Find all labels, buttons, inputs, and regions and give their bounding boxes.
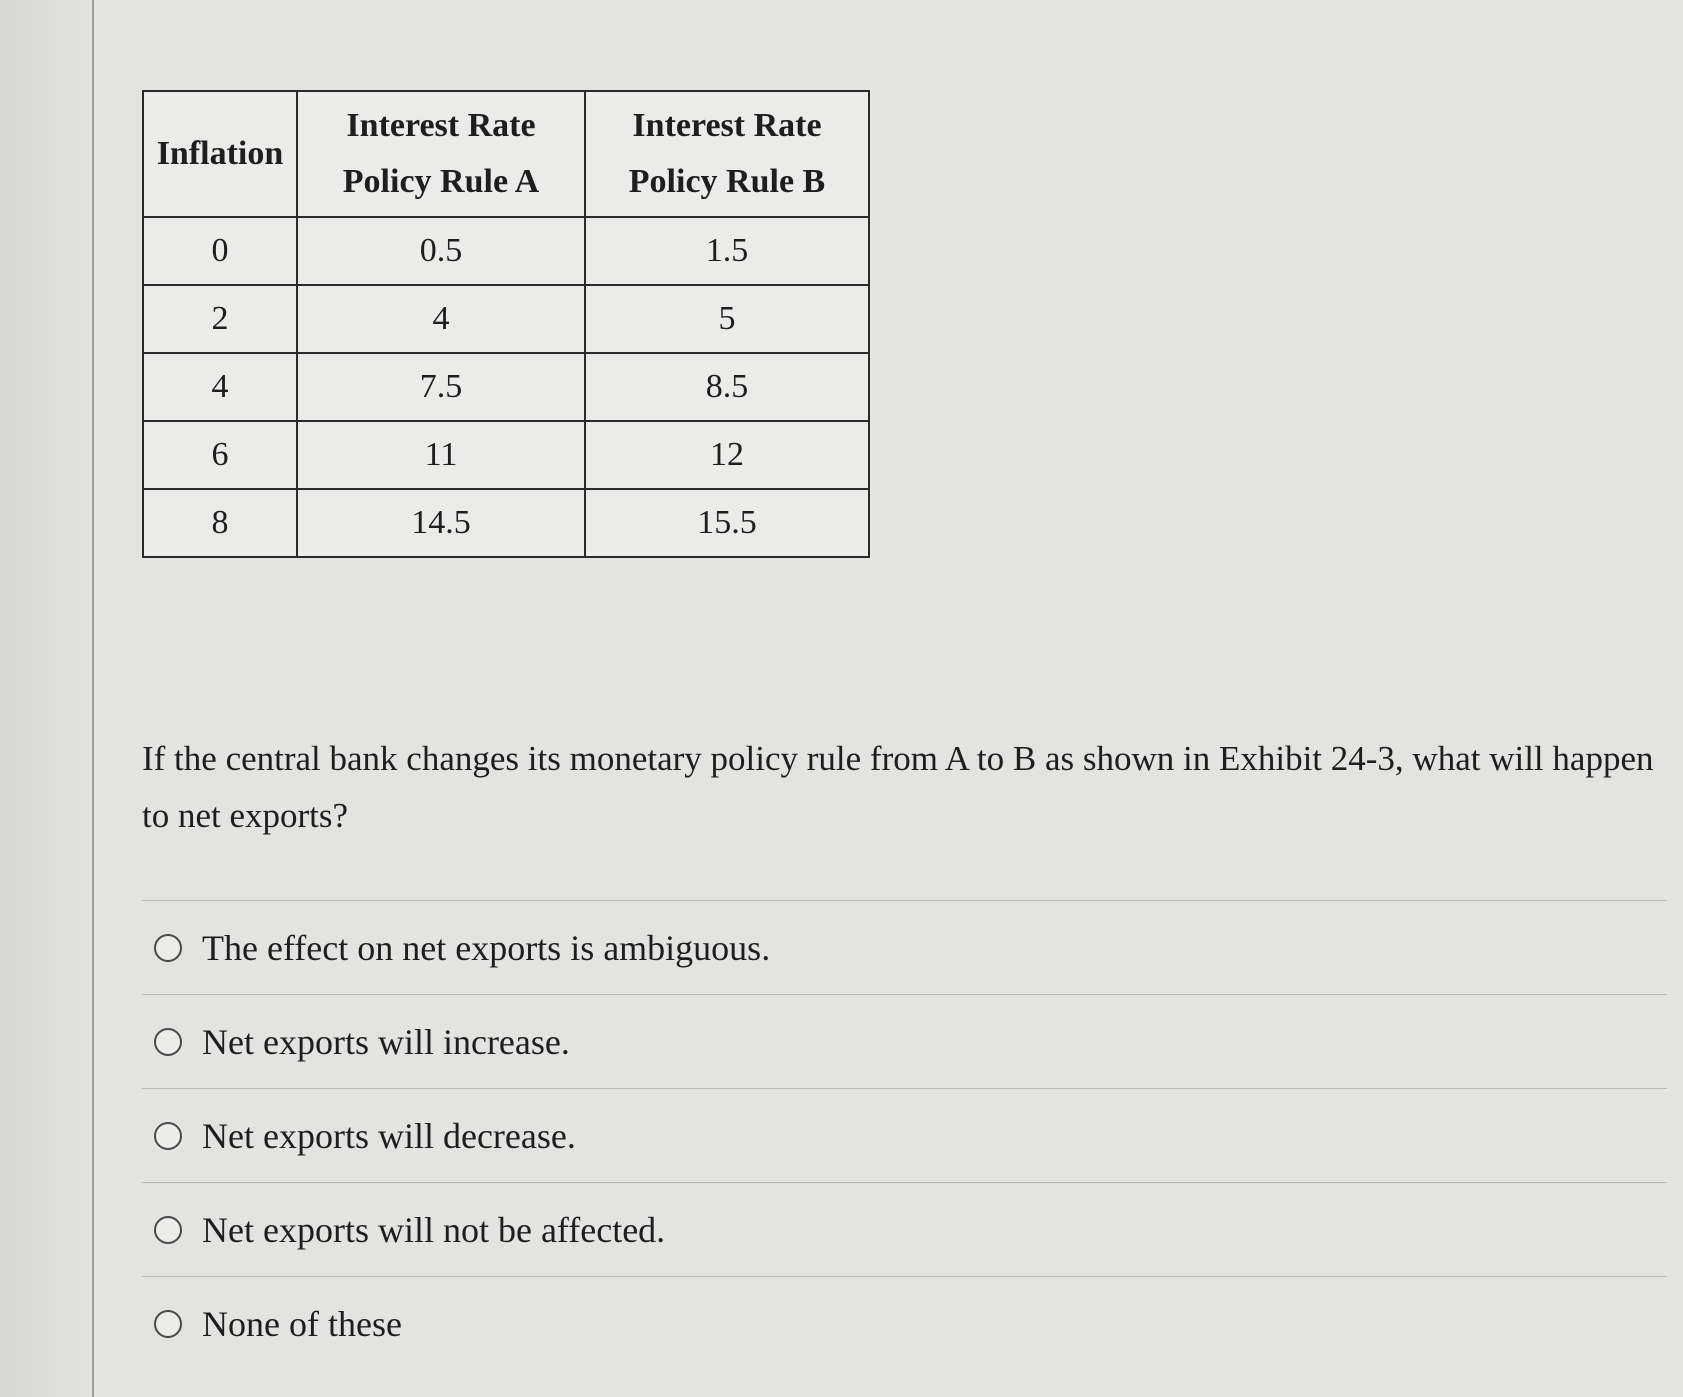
table-row bbox=[143, 489, 869, 557]
cell-inflation: 6 bbox=[143, 421, 297, 489]
cell-rule-b: 5 bbox=[585, 285, 869, 353]
cell-rule-a: 7.5 bbox=[297, 353, 585, 421]
cell-rule-a: 0.5 bbox=[297, 217, 585, 285]
header-rule-a-line1: Interest Rate bbox=[346, 107, 536, 144]
radio-button[interactable] bbox=[154, 934, 182, 962]
option-ambiguous[interactable] bbox=[142, 901, 1662, 994]
option-none[interactable] bbox=[142, 1277, 1662, 1370]
option-label: Net exports will not be affected. bbox=[202, 1209, 666, 1250]
table-row bbox=[143, 217, 869, 285]
option-label: The effect on net exports is ambiguous. bbox=[202, 927, 771, 968]
header-rule-b bbox=[585, 91, 869, 217]
radio-button[interactable] bbox=[154, 1216, 182, 1244]
option-decrease[interactable] bbox=[142, 1089, 1662, 1182]
question-text: If the central bank changes its monetary policy rule from A to B as shown in Exhibit 24-3, what will happen to net exports? bbox=[142, 739, 1654, 835]
header-inflation-label: Inflation bbox=[156, 135, 284, 172]
option-increase[interactable] bbox=[142, 995, 1662, 1088]
radio-button[interactable] bbox=[154, 1310, 182, 1338]
table-header-row bbox=[143, 91, 869, 217]
table-row bbox=[143, 353, 869, 421]
header-rule-a bbox=[297, 91, 585, 217]
cell-inflation: 8 bbox=[143, 489, 297, 557]
option-label: Net exports will increase. bbox=[202, 1021, 570, 1062]
cell-inflation: 2 bbox=[143, 285, 297, 353]
table-row bbox=[143, 285, 869, 353]
header-rule-b-line1: Interest Rate bbox=[632, 107, 822, 144]
cell-inflation: 0 bbox=[143, 217, 297, 285]
header-rule-b-line2: Policy Rule B bbox=[628, 163, 826, 200]
table-row bbox=[143, 421, 869, 489]
left-bezel bbox=[0, 0, 92, 1397]
cell-rule-a: 11 bbox=[297, 421, 585, 489]
exhibit-table bbox=[142, 90, 870, 558]
option-label: None of these bbox=[202, 1303, 402, 1344]
cell-rule-a: 4 bbox=[297, 285, 585, 353]
cell-rule-b: 8.5 bbox=[585, 353, 869, 421]
option-label: Net exports will decrease. bbox=[202, 1115, 576, 1156]
cell-rule-b: 15.5 bbox=[585, 489, 869, 557]
radio-button[interactable] bbox=[154, 1122, 182, 1150]
answer-options bbox=[142, 900, 1662, 1370]
cell-rule-b: 1.5 bbox=[585, 217, 869, 285]
option-not-affected[interactable] bbox=[142, 1183, 1662, 1276]
cell-rule-a: 14.5 bbox=[297, 489, 585, 557]
left-margin-rule bbox=[92, 0, 94, 1397]
header-inflation bbox=[143, 91, 297, 217]
radio-button[interactable] bbox=[154, 1028, 182, 1056]
header-rule-a-line2: Policy Rule A bbox=[342, 163, 540, 200]
exhibit-container bbox=[142, 90, 1662, 558]
cell-inflation: 4 bbox=[143, 353, 297, 421]
cell-rule-b: 12 bbox=[585, 421, 869, 489]
